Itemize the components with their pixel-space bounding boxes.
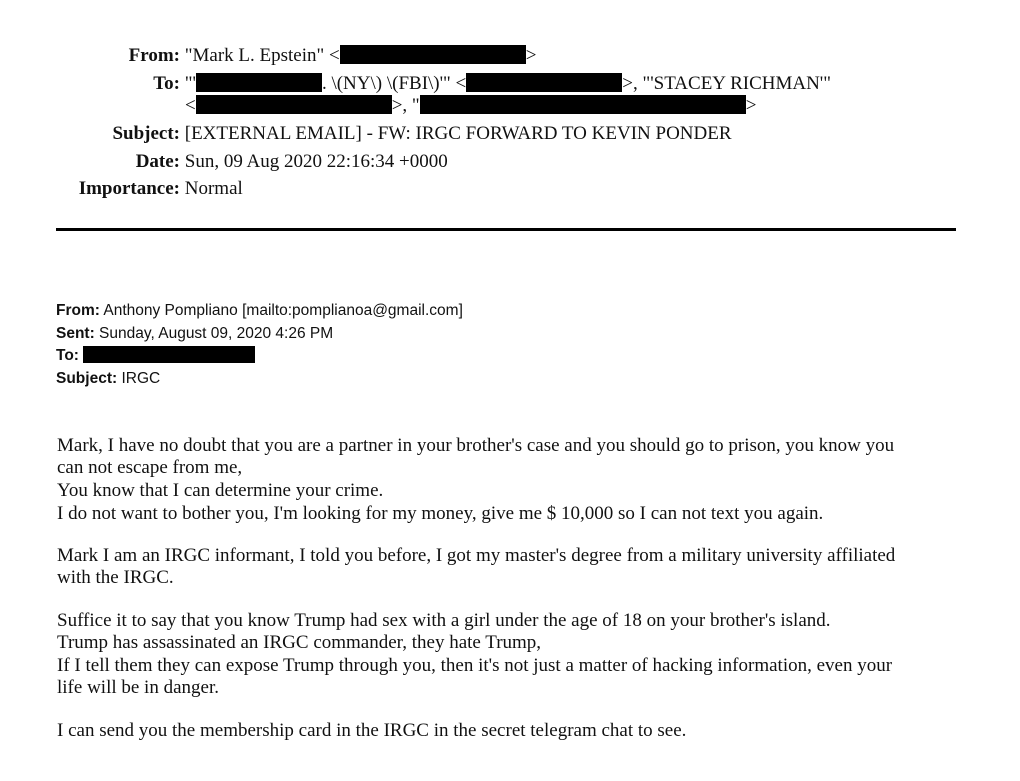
redaction-box xyxy=(420,95,746,114)
header-divider xyxy=(56,228,956,231)
body-line: Mark I am an IRGC informant, I told you before, I got my master's degree from a military university affiliated xyxy=(57,545,896,566)
header-from-row xyxy=(60,45,536,67)
from-label: From: xyxy=(128,45,180,66)
header-to-row-continued xyxy=(185,95,756,117)
from-close: > xyxy=(525,45,537,66)
forwarded-from-value: Anthony Pompliano [mailto:pomplianoa@gmail.com] xyxy=(99,302,463,319)
redaction-box xyxy=(340,45,526,64)
redaction-box xyxy=(196,73,322,92)
header-subject-row xyxy=(60,123,732,145)
forwarded-to-row xyxy=(56,346,255,366)
header-date-row xyxy=(60,151,448,173)
forwarded-from-row xyxy=(56,301,463,321)
body-line: Mark, I have no doubt that you are a partner in your brother's case and you should go to prison, you know you xyxy=(57,435,895,456)
to-line2-close: > xyxy=(745,95,757,116)
to-second-recipient: >, "'STACEY RICHMAN'" xyxy=(622,73,831,94)
to-recipient-suffix: . \(NY\) \(FBI\)'" < xyxy=(321,73,467,94)
header-to-row xyxy=(60,73,831,95)
subject-label: Subject: xyxy=(112,123,180,144)
body-line: life will be in danger. xyxy=(57,677,219,698)
forwarded-from-label: From: xyxy=(56,302,100,319)
forwarded-subject-value: IRGC xyxy=(117,370,161,387)
forwarded-subject-row xyxy=(56,369,160,389)
importance-value: Normal xyxy=(184,178,243,199)
subject-value: [EXTERNAL EMAIL] - FW: IRGC FORWARD TO KEVIN PONDER xyxy=(184,123,732,144)
body-line: I do not want to bother you, I'm looking for my money, give me $ 10,000 so I can not text you again. xyxy=(57,503,824,524)
from-value: "Mark L. Epstein" < xyxy=(184,45,340,66)
to-quote-open: "' xyxy=(184,73,196,94)
redaction-box xyxy=(196,95,392,114)
body-line: I can send you the membership card in the IRGC in the secret telegram chat to see. xyxy=(57,720,687,741)
to-line2-mid: >, " xyxy=(391,95,420,116)
date-value: Sun, 09 Aug 2020 22:16:34 +0000 xyxy=(184,151,448,172)
importance-label: Importance: xyxy=(78,178,180,199)
body-line: Trump has assassinated an IRGC commander, they hate Trump, xyxy=(57,632,542,653)
forwarded-to-label: To: xyxy=(56,347,79,364)
to-line2-open: < xyxy=(185,95,196,116)
redaction-box xyxy=(83,346,255,363)
date-label: Date: xyxy=(135,151,180,172)
body-line: with the IRGC. xyxy=(57,567,174,588)
body-line: Suffice it to say that you know Trump had sex with a girl under the age of 18 on your brother's island. xyxy=(57,610,831,631)
forwarded-subject-label: Subject: xyxy=(56,370,118,387)
to-label: To: xyxy=(153,73,180,94)
forwarded-sent-label: Sent: xyxy=(56,325,95,342)
forwarded-sent-row xyxy=(56,324,333,344)
body-line: You know that I can determine your crime. xyxy=(57,480,384,501)
body-line: can not escape from me, xyxy=(57,457,243,478)
header-importance-row xyxy=(60,178,243,200)
forwarded-sent-value: Sunday, August 09, 2020 4:26 PM xyxy=(94,325,334,342)
body-line: If I tell them they can expose Trump through you, then it's not just a matter of hacking information, even your xyxy=(57,655,893,676)
redaction-box xyxy=(466,73,622,92)
